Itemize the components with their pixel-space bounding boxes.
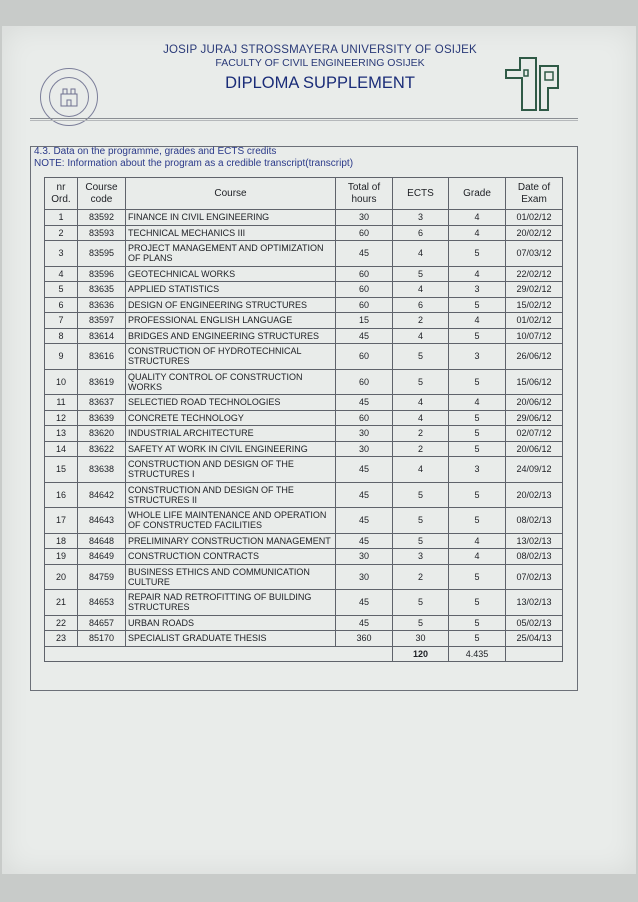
cell-date: 10/07/12 <box>506 328 563 344</box>
cell-nr: 2 <box>45 225 78 241</box>
table-row <box>45 457 563 483</box>
cell-hours: 360 <box>336 631 393 647</box>
faculty-name: FACULTY OF CIVIL ENGINEERING OSIJEK <box>215 57 425 69</box>
cell-code: 84653 <box>78 590 126 616</box>
cell-course: CONSTRUCTION AND DESIGN OF THE STRUCTURES I <box>126 457 336 483</box>
table-header-row <box>45 178 563 210</box>
cell-nr: 14 <box>45 441 78 457</box>
cell-hours: 60 <box>336 297 393 313</box>
cell-course: CONSTRUCTION AND DESIGN OF THE STRUCTURES II <box>126 482 336 508</box>
cell-ects: 6 <box>393 297 449 313</box>
cell-hours: 60 <box>336 266 393 282</box>
table-row <box>45 344 563 370</box>
cell-hours: 45 <box>336 533 393 549</box>
cell-grade: 3 <box>449 344 506 370</box>
cell-code: 84648 <box>78 533 126 549</box>
cell-grade: 5 <box>449 631 506 647</box>
cell-grade: 5 <box>449 426 506 442</box>
table-row <box>45 369 563 395</box>
cell-code: 83622 <box>78 441 126 457</box>
cell-hours: 45 <box>336 482 393 508</box>
cell-course: PROJECT MANAGEMENT AND OPTIMIZATION OF PLANS <box>126 241 336 267</box>
cell-ects: 4 <box>393 328 449 344</box>
cell-nr: 21 <box>45 590 78 616</box>
cell-ects: 2 <box>393 441 449 457</box>
cell-date: 20/06/12 <box>506 395 563 411</box>
cell-code: 83619 <box>78 369 126 395</box>
cell-code: 83638 <box>78 457 126 483</box>
cell-ects: 3 <box>393 210 449 226</box>
table-row <box>45 225 563 241</box>
cell-ects: 5 <box>393 508 449 534</box>
cell-date: 07/03/12 <box>506 241 563 267</box>
cell-code: 83592 <box>78 210 126 226</box>
cell-course: APPLIED STATISTICS <box>126 282 336 298</box>
cell-date: 22/02/12 <box>506 266 563 282</box>
cell-grade: 5 <box>449 508 506 534</box>
cell-hours: 45 <box>336 590 393 616</box>
table-row <box>45 328 563 344</box>
cell-nr: 15 <box>45 457 78 483</box>
cell-grade: 5 <box>449 241 506 267</box>
cell-hours: 30 <box>336 549 393 565</box>
cell-code: 83637 <box>78 395 126 411</box>
table-row <box>45 482 563 508</box>
cell-date: 01/02/12 <box>506 210 563 226</box>
cell-nr: 10 <box>45 369 78 395</box>
cell-ects: 4 <box>393 282 449 298</box>
cell-hours: 45 <box>336 395 393 411</box>
cell-ects: 4 <box>393 241 449 267</box>
cell-date: 29/06/12 <box>506 410 563 426</box>
cell-ects: 4 <box>393 457 449 483</box>
cell-course: PRELIMINARY CONSTRUCTION MANAGEMENT <box>126 533 336 549</box>
section-notes <box>34 146 353 170</box>
table-row <box>45 533 563 549</box>
cell-code: 83597 <box>78 313 126 329</box>
cell-course: URBAN ROADS <box>126 615 336 631</box>
cell-hours: 60 <box>336 282 393 298</box>
cell-grade: 5 <box>449 564 506 590</box>
cell-hours: 30 <box>336 564 393 590</box>
cell-nr: 7 <box>45 313 78 329</box>
cell-grade: 5 <box>449 369 506 395</box>
cell-ects: 5 <box>393 615 449 631</box>
cell-code: 84759 <box>78 564 126 590</box>
cell-date: 25/04/13 <box>506 631 563 647</box>
table-row <box>45 266 563 282</box>
column-header-grade: Grade <box>449 178 506 210</box>
cell-nr: 17 <box>45 508 78 534</box>
cell-hours: 60 <box>336 410 393 426</box>
cell-ects: 5 <box>393 344 449 370</box>
table-row <box>45 564 563 590</box>
cell-course: BUSINESS ETHICS AND COMMUNICATION CULTURE <box>126 564 336 590</box>
cell-grade: 3 <box>449 457 506 483</box>
cell-date: 29/02/12 <box>506 282 563 298</box>
column-header-nr: nr Ord. <box>45 178 78 210</box>
cell-date: 20/06/12 <box>506 441 563 457</box>
cell-hours: 30 <box>336 441 393 457</box>
cell-date: 15/02/12 <box>506 297 563 313</box>
cell-ects: 2 <box>393 564 449 590</box>
cell-nr: 22 <box>45 615 78 631</box>
cell-nr: 5 <box>45 282 78 298</box>
cell-code: 83596 <box>78 266 126 282</box>
cell-course: SELECTIED ROAD TECHNOLOGIES <box>126 395 336 411</box>
cell-code: 84642 <box>78 482 126 508</box>
cell-code: 83614 <box>78 328 126 344</box>
cell-grade: 5 <box>449 441 506 457</box>
cell-hours: 30 <box>336 210 393 226</box>
cell-code: 83635 <box>78 282 126 298</box>
cell-grade: 4 <box>449 225 506 241</box>
cell-course: SPECIALIST GRADUATE THESIS <box>126 631 336 647</box>
cell-grade: 5 <box>449 297 506 313</box>
cell-course: QUALITY CONTROL OF CONSTRUCTION WORKS <box>126 369 336 395</box>
cell-hours: 30 <box>336 426 393 442</box>
cell-course: CONSTRUCTION CONTRACTS <box>126 549 336 565</box>
cell-grade: 3 <box>449 282 506 298</box>
table-row <box>45 395 563 411</box>
cell-ects: 30 <box>393 631 449 647</box>
cell-hours: 60 <box>336 344 393 370</box>
average-grade: 4.435 <box>449 646 506 662</box>
cell-nr: 8 <box>45 328 78 344</box>
cell-code: 85170 <box>78 631 126 647</box>
cell-course: BRIDGES AND ENGINEERING STRUCTURES <box>126 328 336 344</box>
cell-date: 15/06/12 <box>506 369 563 395</box>
cell-grade: 4 <box>449 313 506 329</box>
cell-course: TECHNICAL MECHANICS III <box>126 225 336 241</box>
cell-grade: 5 <box>449 590 506 616</box>
cell-code: 83595 <box>78 241 126 267</box>
cell-ects: 4 <box>393 410 449 426</box>
cell-grade: 4 <box>449 395 506 411</box>
cell-date: 05/02/13 <box>506 615 563 631</box>
cell-hours: 45 <box>336 328 393 344</box>
cell-date: 26/06/12 <box>506 344 563 370</box>
table-row <box>45 313 563 329</box>
cell-code: 83593 <box>78 225 126 241</box>
cell-nr: 23 <box>45 631 78 647</box>
table-row <box>45 426 563 442</box>
cell-grade: 4 <box>449 210 506 226</box>
cell-nr: 20 <box>45 564 78 590</box>
cell-course: DESIGN OF ENGINEERING STRUCTURES <box>126 297 336 313</box>
cell-date: 02/07/12 <box>506 426 563 442</box>
cell-course: REPAIR NAD RETROFITTING OF BUILDING STRUCTURES <box>126 590 336 616</box>
table-row <box>45 508 563 534</box>
table-row <box>45 410 563 426</box>
cell-course: PROFESSIONAL ENGLISH LANGUAGE <box>126 313 336 329</box>
cell-date: 08/02/13 <box>506 549 563 565</box>
cell-nr: 6 <box>45 297 78 313</box>
table-row <box>45 282 563 298</box>
cell-hours: 15 <box>336 313 393 329</box>
grades-table <box>44 177 563 662</box>
cell-hours: 60 <box>336 369 393 395</box>
cell-date: 20/02/13 <box>506 482 563 508</box>
cell-date: 20/02/12 <box>506 225 563 241</box>
cell-nr: 16 <box>45 482 78 508</box>
totals-row <box>45 646 563 662</box>
cell-code: 83620 <box>78 426 126 442</box>
cell-code: 84643 <box>78 508 126 534</box>
cell-date: 01/02/12 <box>506 313 563 329</box>
cell-grade: 4 <box>449 533 506 549</box>
cell-nr: 18 <box>45 533 78 549</box>
cell-ects: 5 <box>393 482 449 508</box>
column-header-course: Course <box>126 178 336 210</box>
header-divider <box>30 118 578 119</box>
cell-grade: 5 <box>449 482 506 508</box>
cell-nr: 13 <box>45 426 78 442</box>
cell-date: 13/02/13 <box>506 590 563 616</box>
cell-nr: 11 <box>45 395 78 411</box>
cell-course: INDUSTRIAL ARCHITECTURE <box>126 426 336 442</box>
faculty-logo-icon <box>500 50 566 112</box>
column-header-code: Course code <box>78 178 126 210</box>
cell-nr: 12 <box>45 410 78 426</box>
table-row <box>45 631 563 647</box>
cell-date: 24/09/12 <box>506 457 563 483</box>
cell-ects: 5 <box>393 533 449 549</box>
cell-date: 13/02/13 <box>506 533 563 549</box>
cell-grade: 4 <box>449 266 506 282</box>
cell-ects: 5 <box>393 369 449 395</box>
cell-nr: 4 <box>45 266 78 282</box>
cell-ects: 5 <box>393 266 449 282</box>
cell-code: 84649 <box>78 549 126 565</box>
cell-date: 07/02/13 <box>506 564 563 590</box>
cell-hours: 45 <box>336 241 393 267</box>
cell-ects: 2 <box>393 313 449 329</box>
cell-code: 83636 <box>78 297 126 313</box>
cell-nr: 19 <box>45 549 78 565</box>
column-header-ects: ECTS <box>393 178 449 210</box>
table-row <box>45 590 563 616</box>
cell-hours: 45 <box>336 457 393 483</box>
cell-ects: 4 <box>393 395 449 411</box>
table-row <box>45 297 563 313</box>
cell-nr: 1 <box>45 210 78 226</box>
cell-nr: 9 <box>45 344 78 370</box>
cell-ects: 2 <box>393 426 449 442</box>
cell-date: 08/02/13 <box>506 508 563 534</box>
table-row <box>45 615 563 631</box>
table-row <box>45 549 563 565</box>
cell-ects: 6 <box>393 225 449 241</box>
header-divider-secondary <box>30 120 578 121</box>
cell-ects: 3 <box>393 549 449 565</box>
cell-code: 83639 <box>78 410 126 426</box>
cell-hours: 60 <box>336 225 393 241</box>
cell-course: SAFETY AT WORK IN CIVIL ENGINEERING <box>126 441 336 457</box>
cell-code: 84657 <box>78 615 126 631</box>
cell-hours: 45 <box>336 615 393 631</box>
cell-course: CONCRETE TECHNOLOGY <box>126 410 336 426</box>
cell-grade: 5 <box>449 615 506 631</box>
cell-course: GEOTECHNICAL WORKS <box>126 266 336 282</box>
cell-hours: 45 <box>336 508 393 534</box>
cell-code: 83616 <box>78 344 126 370</box>
table-row <box>45 210 563 226</box>
total-ects: 120 <box>393 646 449 662</box>
cell-grade: 4 <box>449 549 506 565</box>
cell-nr: 3 <box>45 241 78 267</box>
section-heading: 4.3. Data on the programme, grades and ECTS credits <box>34 146 277 157</box>
document-header <box>130 44 510 93</box>
university-name: JOSIP JURAJ STROSSMAYERA UNIVERSITY OF OSIJEK <box>163 44 477 56</box>
document-title: DIPLOMA SUPPLEMENT <box>225 74 415 92</box>
column-header-date: Date of Exam <box>506 178 563 210</box>
cell-course: WHOLE LIFE MAINTENANCE AND OPERATION OF CONSTRUCTED FACILITIES <box>126 508 336 534</box>
table-row <box>45 441 563 457</box>
cell-ects: 5 <box>393 590 449 616</box>
cell-grade: 5 <box>449 410 506 426</box>
section-note: NOTE: Information about the program as a credible transcript(transcript) <box>34 158 354 169</box>
cell-grade: 5 <box>449 328 506 344</box>
cell-course: FINANCE IN CIVIL ENGINEERING <box>126 210 336 226</box>
table-row <box>45 241 563 267</box>
cell-course: CONSTRUCTION OF HYDROTECHNICAL STRUCTURES <box>126 344 336 370</box>
column-header-hours: Total of hours <box>336 178 393 210</box>
